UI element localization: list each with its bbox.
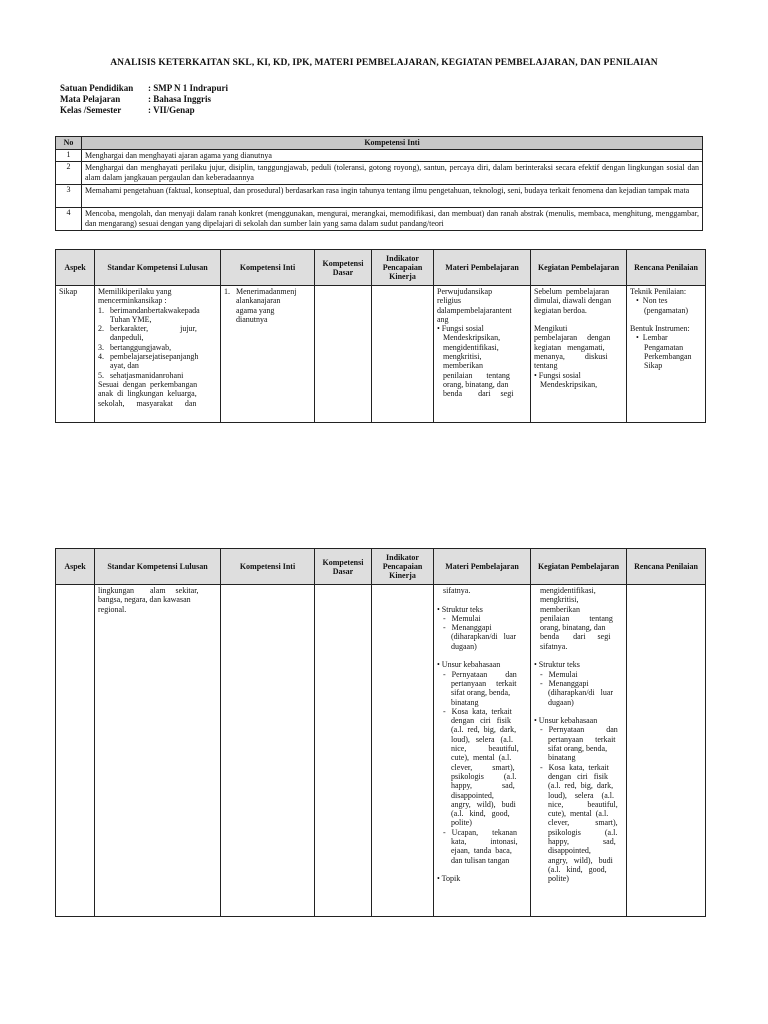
kd-cell xyxy=(315,286,372,423)
table-header-row xyxy=(56,250,706,286)
table-row xyxy=(56,585,706,917)
ki-text: Mencoba, mengolah, dan menyaji dalam ranah konkret (menggunakan, mengurai, merangkai, memodifikasi, dan membuat) dan ranah abstrak (menulis, membaca, menghitung, menggambar, dan mengarang) sesuai dengan yang dipelajari di sekolah dan sumber lain yang sama dalam sudut pandang/teori xyxy=(82,208,703,231)
identity-value: : VII/Genap xyxy=(148,105,195,115)
skl-cell: Memilikiperilaku yang mencerminkansikap : 1. berimandanbertakwakepada Tuhan YME, 2. berkarakter, jujur, danpeduli, 3. bertanggungjawab, 4. pembelajarsejatisepanjangh ayat, dan 5. sehatjasmanidanrohani Sesuai dengan perkembangan anak di lingkungan keluarga, sekolah, masyarakat dan xyxy=(95,286,221,423)
col-header-aspek: Aspek xyxy=(56,549,95,585)
table-row xyxy=(56,208,703,231)
ki-number: 2 xyxy=(56,162,82,185)
identity-row xyxy=(60,83,228,94)
aspek-cell xyxy=(56,585,95,917)
table-row xyxy=(56,185,703,208)
col-header-indikator: Indikator Pencapaian Kinerja xyxy=(372,250,434,286)
ki-cell xyxy=(221,585,315,917)
col-header-skl: Standar Kompetensi Lulusan xyxy=(95,250,221,286)
col-header-indikator: Indikator Pencapaian Kinerja xyxy=(372,549,434,585)
ki-number: 4 xyxy=(56,208,82,231)
col-header-no: No xyxy=(56,137,82,150)
col-header-skl: Standar Kompetensi Lulusan xyxy=(95,549,221,585)
penilaian-cell xyxy=(627,585,706,917)
col-header-materi: Materi Pembelajaran xyxy=(434,549,531,585)
kompetensi-inti-table xyxy=(55,136,703,231)
identity-value: : Bahasa Inggris xyxy=(148,94,212,104)
ki-number: 3 xyxy=(56,185,82,208)
table-header-row xyxy=(56,137,703,150)
skl-cell: lingkungan alam sekitar, bangsa, negara, dan kawasan regional. xyxy=(95,585,221,917)
indikator-cell xyxy=(372,286,434,423)
col-header-materi: Materi Pembelajaran xyxy=(434,250,531,286)
materi-cell: sifatnya. • Struktur teks - Memulai - Menanggapi (diharapkan/di luar dugaan) • Unsur kebahasaan - Pernyataan dan pertanyaan terkait sifat orang, benda, binatang - Kosa kata, terkait dengan ciri fisik (a.l. red, big, dark, loud), selera (a.l. nice, beautiful, cute), mental (a.l. clever, smart), psikologis (a.l. happy, sad, disappointed, angry, wild), budi (a.l. kind, good, polite) - Ucapan, tekanan kata, intonasi, ejaan, tanda baca, dan tulisan tangan • Topik xyxy=(434,585,531,917)
col-header-kd: Kompetensi Dasar xyxy=(315,250,372,286)
col-header-ki: Kompetensi Inti xyxy=(221,250,315,286)
col-header-kd: Kompetensi Dasar xyxy=(315,549,372,585)
aspek-cell: Sikap xyxy=(56,286,95,423)
ki-cell: 1. Menerimadanmenj alankanajaran agama yang dianutnya xyxy=(221,286,315,423)
kegiatan-cell: Sebelum pembelajaran dimulai, diawali dengan kegiatan berdoa. Mengikuti pembelajaran dengan kegiatan mengamati, menanya, diskusi tentang • Fungsi sosial Mendeskripsikan, xyxy=(531,286,627,423)
analysis-table-part-1 xyxy=(55,249,706,423)
identity-label: Mata Pelajaran xyxy=(60,94,121,104)
ki-text: Menghargai dan menghayati perilaku jujur, disiplin, tanggungjawab, peduli (toleransi, gotong royong), santun, percaya diri, dalam berinteraksi secara efektif dengan lingkungan sosial dan alam dalam jangkauan pergaulan dan keberadaannya xyxy=(82,162,703,185)
col-header-penilaian: Rencana Penilaian xyxy=(627,549,706,585)
ki-text: Memahami pengetahuan (faktual, konseptual, dan prosedural) berdasarkan rasa ingin tahunya tentang ilmu pengetahuan, teknologi, seni, budaya terkait fenomena dan kejadian tampak mata xyxy=(82,185,703,208)
indikator-cell xyxy=(372,585,434,917)
identity-block xyxy=(60,83,228,116)
identity-row xyxy=(60,94,228,105)
col-header-aspek: Aspek xyxy=(56,250,95,286)
col-header-penilaian: Rencana Penilaian xyxy=(627,250,706,286)
materi-cell: Perwujudansikap religius dalampembelajarantent ang • Fungsi sosial Mendeskripsikan, mengidentifikasi, mengkritisi, memberikan penilaian tentang orang, binatang, dan benda dari segi xyxy=(434,286,531,423)
identity-label: Satuan Pendidikan xyxy=(60,83,134,93)
identity-label: Kelas /Semester xyxy=(60,105,122,115)
col-header-kegiatan: Kegiatan Pembelajaran xyxy=(531,250,627,286)
ki-number: 1 xyxy=(56,150,82,162)
col-header-kompetensi-inti: Kompetensi Inti xyxy=(82,137,703,150)
analysis-table-part-2 xyxy=(55,548,706,917)
kd-cell xyxy=(315,585,372,917)
ki-text: Menghargai dan menghayati ajaran agama yang dianutnya xyxy=(82,150,703,162)
table-header-row xyxy=(56,549,706,585)
table-row xyxy=(56,286,706,423)
identity-value: : SMP N 1 Indrapuri xyxy=(148,83,229,93)
table-row xyxy=(56,150,703,162)
kegiatan-cell: mengidentifikasi, mengkritisi, memberikan penilaian tentang orang, binatang, dan benda dari segi sifatnya. • Struktur teks - Memulai - Menanggapi (diharapkan/di luar dugaan) • Unsur kebahasaan - Pernyataan dan pertanyaan terkait sifat orang, benda, binatang - Kosa kata, terkait dengan ciri fisik (a.l. red, big, dark, loud), selera (a.l. nice, beautiful, cute), mental (a.l. clever, smart), psikologis (a.l. happy, sad, disappointed, angry, wild), budi (a.l. kind, good, polite) xyxy=(531,585,627,917)
identity-row xyxy=(60,105,228,116)
table-row xyxy=(56,162,703,185)
penilaian-cell: Teknik Penilaian: • Non tes (pengamatan) Bentuk Instrumen: • Lembar Pengamatan Perkembangan Sikap xyxy=(627,286,706,423)
col-header-kegiatan: Kegiatan Pembelajaran xyxy=(531,549,627,585)
col-header-ki: Kompetensi Inti xyxy=(221,549,315,585)
document-title: ANALISIS KETERKAITAN SKL, KI, KD, IPK, MATERI PEMBELAJARAN, KEGIATAN PEMBELAJARAN, DAN PENILAIAN xyxy=(110,58,658,68)
